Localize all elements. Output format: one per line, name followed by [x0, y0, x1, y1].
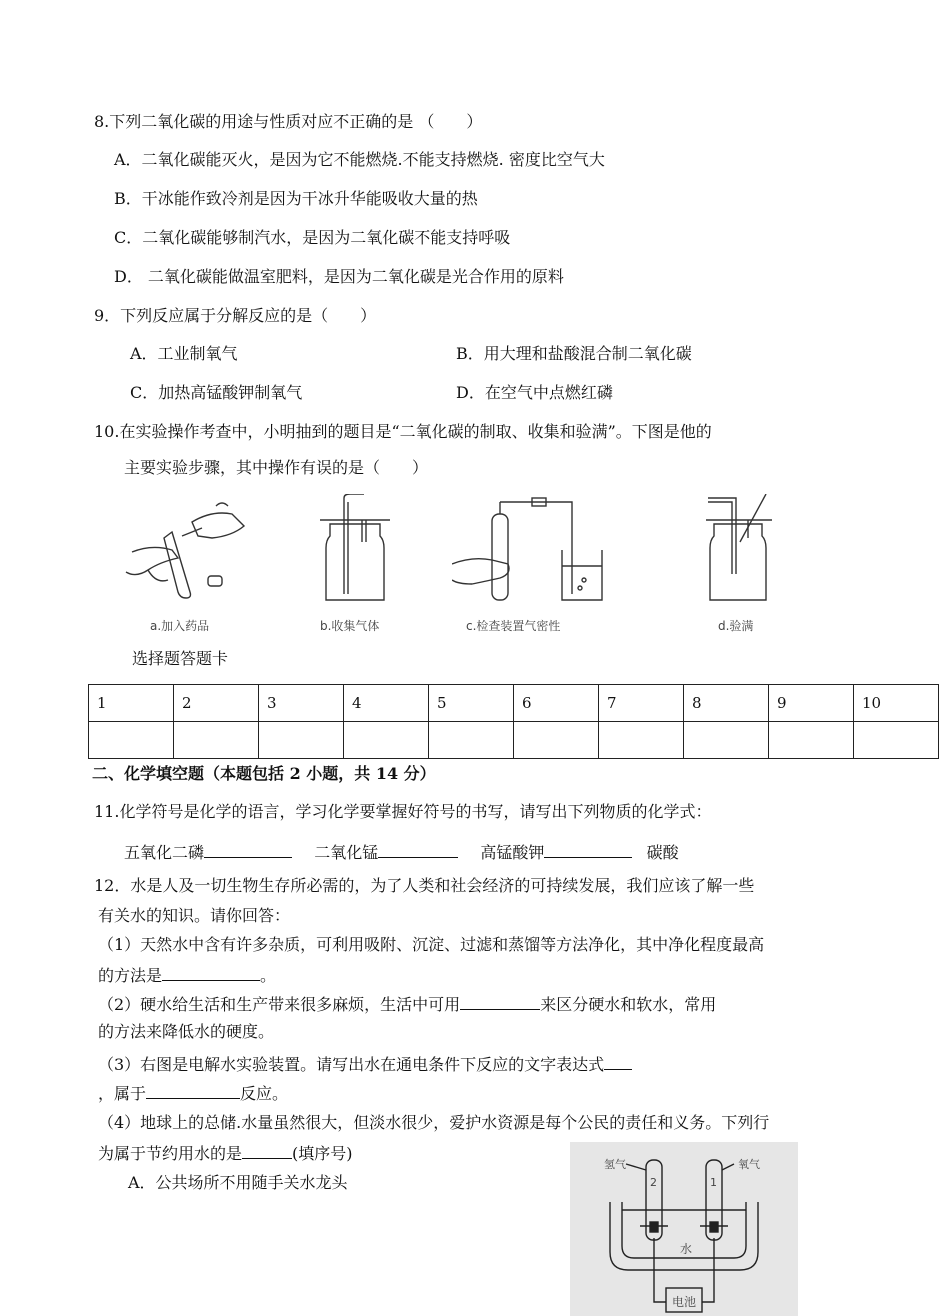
q8-option-d: D． 二氧化碳能做温室肥料，是因为二氧化碳是光合作用的原料: [114, 267, 564, 286]
answer-cell[interactable]: [259, 722, 344, 759]
answer-cell[interactable]: [514, 722, 599, 759]
q10-line1: 10.在实验操作考查中，小明抽到的题目是“二氧化碳的制取、收集和验满”。下图是他的: [94, 422, 712, 441]
answer-card-number: 4: [344, 685, 429, 722]
q12-part3-line1: [98, 1053, 632, 1075]
q12-line1: 12．水是人及一切生物生存所必需的，为了人类和社会经济的可持续发展，我们应该了解一些: [94, 876, 755, 895]
q12-part4-hint: (填序号): [292, 1144, 353, 1163]
hydrogen-label: 氢气: [604, 1158, 626, 1171]
answer-cell[interactable]: [854, 722, 939, 759]
q11-item-3: 高锰酸钾: [480, 843, 545, 862]
q9-option-a: A．工业制氧气: [130, 344, 238, 363]
q12-part4-option-a: A．公共场所不用随手关水龙头: [128, 1173, 348, 1192]
answer-blank[interactable]: [604, 1053, 632, 1070]
answer-card-number: 9: [769, 685, 854, 722]
answer-blank[interactable]: [544, 841, 632, 858]
answer-card-number-row: [89, 685, 939, 722]
answer-card-number: 7: [599, 685, 684, 722]
caption-b: b.收集气体: [320, 619, 380, 633]
answer-card-number: 1: [89, 685, 174, 722]
answer-blank[interactable]: [242, 1142, 292, 1159]
q12-part1-end: 。: [260, 966, 277, 985]
answer-blank[interactable]: [146, 1082, 240, 1099]
figure-add-reagent: [112, 492, 262, 612]
answer-card-number: 8: [684, 685, 769, 722]
answer-card-number: 5: [429, 685, 514, 722]
q8-option-a: A．二氧化碳能灭火，是因为它不能燃烧.不能支持燃烧. 密度比空气大: [114, 150, 605, 169]
answer-cell[interactable]: [429, 722, 514, 759]
q11-item-2: 二氧化锰: [314, 843, 379, 862]
figure-check-airtightness: [452, 494, 612, 606]
q11-item-1: 五氧化二磷: [124, 843, 205, 862]
answer-cell[interactable]: [174, 722, 259, 759]
q11-stem: 11.化学符号是化学的语言，学习化学要掌握好符号的书写，请写出下列物质的化学式：: [94, 802, 712, 821]
q12-part3-text: （3）右图是电解水实验装置。请写出水在通电条件下反应的文字表达式: [98, 1055, 605, 1074]
q12-part2-line2: 的方法来降低水的硬度。: [98, 1022, 275, 1041]
q9-option-b: B．用大理和盐酸混合制二氧化碳: [456, 344, 692, 363]
q12-part4-line2: [98, 1142, 353, 1164]
q9-option-c: C．加热高锰酸钾制氧气: [130, 383, 303, 402]
q10-line2: 主要实验步骤，其中操作有误的是（ ）: [124, 458, 429, 477]
answer-blank[interactable]: [162, 964, 260, 981]
answer-cell[interactable]: [89, 722, 174, 759]
answer-cell[interactable]: [344, 722, 429, 759]
oxygen-label: 氧气: [738, 1158, 760, 1171]
q12-part1-line2: [98, 964, 276, 986]
answer-card-number: 10: [854, 685, 939, 722]
q12-part4-line1: （4）地球上的总储.水量虽然很大，但淡水很少，爱护水资源是每个公民的责任和义务。下列行: [98, 1113, 770, 1132]
caption-a: a.加入药品: [150, 619, 210, 633]
q12-part2-text: （2）硬水给生活和生产带来很多麻烦，生活中可用: [98, 995, 461, 1014]
hydrogen-volume: 2: [650, 1176, 657, 1189]
answer-card-title: 选择题答题卡: [132, 649, 229, 668]
answer-blank[interactable]: [204, 841, 292, 858]
q12-part3-line2: [98, 1082, 288, 1104]
q12-part1-line1: （1）天然水中含有许多杂质，可利用吸附、沉淀、过滤和蒸馏等方法净化，其中净化程度最高: [98, 935, 765, 954]
q8-option-b: B．干冰能作致冷剂是因为干冰升华能吸收大量的热: [114, 189, 478, 208]
answer-cell[interactable]: [769, 722, 854, 759]
answer-blank[interactable]: [378, 841, 458, 858]
q12-part2-line1: [98, 993, 716, 1015]
answer-card-number: 6: [514, 685, 599, 722]
answer-card-number: 2: [174, 685, 259, 722]
q8-stem: 8.下列二氧化碳的用途与性质对应不正确的是 （ ）: [94, 112, 483, 131]
figure-collect-gas: [320, 494, 390, 606]
q12-line2: 有关水的知识。请你回答：: [98, 906, 291, 925]
battery-label: 电池: [672, 1295, 697, 1309]
q12-part2-text-end: 来区分硬水和软水，常用: [540, 995, 717, 1014]
figure-check-full: [700, 494, 780, 606]
q12-part4-text: 为属于节约用水的是: [98, 1144, 243, 1163]
q11-item-4: 碳酸: [646, 843, 679, 862]
q12-part1-text: 的方法是: [98, 966, 163, 985]
answer-blank[interactable]: [460, 993, 540, 1010]
caption-c: c.检查装置气密性: [466, 619, 561, 633]
electrolysis-figure: [570, 1142, 798, 1316]
q9-option-d: D．在空气中点燃红磷: [456, 383, 613, 402]
q11-items: [124, 841, 679, 863]
oxygen-volume: 1: [710, 1176, 717, 1189]
water-label: 水: [680, 1242, 693, 1256]
answer-card-table: [88, 684, 939, 759]
q12-part3-end: 反应。: [240, 1084, 289, 1103]
q9-stem: 9．下列反应属于分解反应的是（ ）: [94, 306, 377, 325]
section2-title: 二、化学填空题（本题包括 2 小题，共 14 分）: [92, 764, 436, 783]
answer-card-answer-row: [89, 722, 939, 759]
answer-cell[interactable]: [599, 722, 684, 759]
answer-card-number: 3: [259, 685, 344, 722]
q12-part3-text: ，属于: [98, 1084, 147, 1103]
answer-cell[interactable]: [684, 722, 769, 759]
q8-option-c: C．二氧化碳能够制汽水，是因为二氧化碳不能支持呼吸: [114, 228, 511, 247]
caption-d: d.验满: [718, 619, 754, 633]
